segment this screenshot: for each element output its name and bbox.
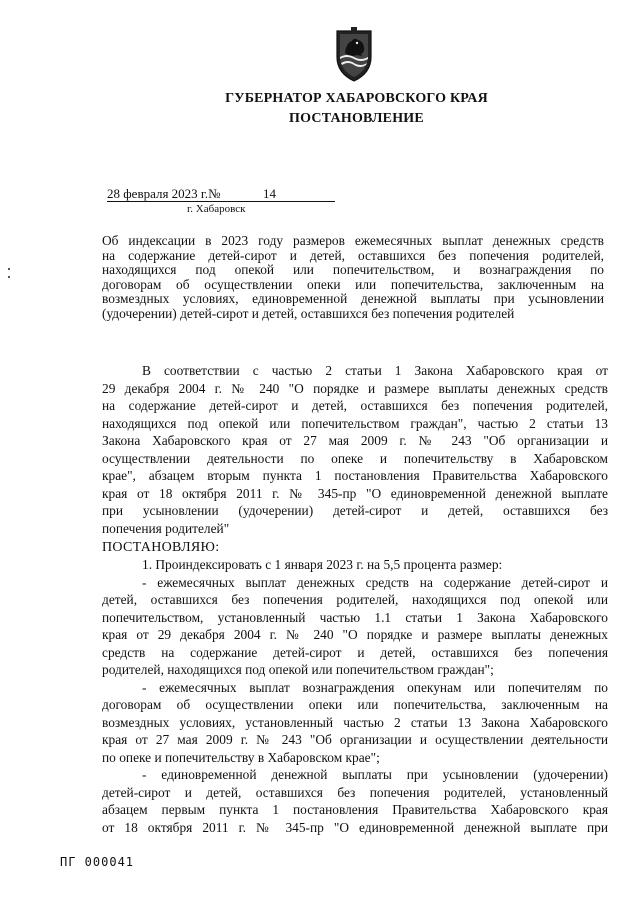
body-line: по опеке и попечительству в Хабаровском крае"; (102, 749, 380, 765)
body-line: договорам об осуществлении опеки или попечительства, заключенным на (102, 697, 608, 712)
body-line: попечительством, установленный частью 1.1 статьи 1 Закона Хабаровского (102, 609, 608, 625)
number-label: № (208, 186, 221, 201)
body-line: В соответствии с частью 2 статьи 1 Закона Хабаровского края от (142, 363, 608, 378)
body-line: 1. Проиндексировать с 1 января 2023 г. на 5,5 процента размер: (142, 557, 503, 572)
date-number-line (107, 186, 276, 202)
margin-mark (8, 268, 10, 270)
subject-line: (удочерении) детей-сирот и детей, оставшихся без попечения родителей (102, 305, 515, 321)
subject-line: находящихся под опекой или попечительством, и вознаграждения по (102, 262, 604, 278)
body-line: края от 29 декабря 2004 г. № 240 "О порядке и размере выплаты денежных (102, 627, 608, 642)
body-line: края от 18 октября 2011 г. № 345-пр "О единовременной денежной выплате (102, 485, 608, 501)
body-line: попечения родителей" (102, 520, 230, 536)
body-line: средств на содержание детей-сирот и детей, оставшихся без попечения (102, 644, 608, 660)
body-line: - ежемесячных выплат денежных средств на содержание детей-сирот и (142, 574, 608, 590)
document-number: 14 (263, 186, 276, 201)
preamble-paragraph (102, 362, 608, 537)
body-line: от 18 октября 2011 г. № 345-пр "О единовременной денежной выплате при (102, 819, 608, 835)
subject-line: на содержание детей-сирот и детей, оставшихся без попечения родителей, (102, 247, 604, 263)
body-line: - ежемесячных выплат вознаграждения опекунам или попечителям по (142, 679, 608, 695)
subject-line: договорам об осуществлении опеки или попечительства, заключенным на (102, 276, 604, 292)
body-line: 29 декабря 2004 г. № 240 "О порядке и размере выплаты денежных средств (102, 380, 608, 396)
document-date: 28 февраля 2023 г. (107, 186, 209, 201)
city: г. Хабаровск (187, 203, 246, 215)
body-line: - единовременной денежной выплаты при усыновлении (удочерении) (142, 767, 608, 782)
body-line: родителей, находящихся под опекой или попечительством граждан"; (102, 662, 494, 677)
body-line: при усыновлении (удочерении) детей-сирот и детей, оставшихся без (102, 503, 608, 518)
decree-paragraph (102, 556, 608, 836)
decree-word: ПОСТАНОВЛЯЮ: (102, 540, 220, 555)
body-line: находящихся под опекой или попечительством граждан", частью 2 статьи 13 (102, 415, 608, 431)
footer-code: ПГ 000041 (60, 855, 135, 869)
governor-title: ГУБЕРНАТОР ХАБАРОВСКОГО КРАЯ (225, 91, 488, 106)
margin-mark (8, 276, 10, 278)
body-line: детей, оставшихся без попечения родителей, находящихся под опекой или (102, 592, 608, 607)
subject-line: Об индексации в 2023 году размеров ежемесячных выплат денежных средств (102, 233, 604, 248)
body-line: Закона Хабаровского края от 27 мая 2009 г. № 243 "Об организации и (102, 433, 608, 448)
subject-line: возмездных условиях, единовременной денежной выплаты при усыновлении (102, 291, 604, 307)
document-subject (102, 234, 604, 322)
body-line: абзацем первым пункта 1 постановления Правительства Хабаровского края (102, 802, 608, 817)
date-underline (107, 201, 335, 202)
body-line: возмездных условиях, установленный частью 2 статьи 13 Закона Хабаровского (102, 714, 608, 730)
body-line: края от 27 мая 2009 г. № 243 "Об организации и осуществлении деятельности (102, 732, 608, 747)
document-type: ПОСТАНОВЛЕНИЕ (289, 111, 424, 126)
body-line: крае", абзацем вторым пункта 1 постановления Правительства Хабаровского (102, 468, 608, 483)
coat-of-arms-emblem (331, 27, 377, 83)
body-line: осуществлении деятельности по опеке и попечительству в Хабаровском (102, 450, 608, 466)
body-line: детей-сирот и детей, оставшихся без попечения родителей, установленный (102, 784, 608, 800)
body-line: на содержание детей-сирот и детей, оставшихся без попечения родителей, (102, 398, 608, 413)
